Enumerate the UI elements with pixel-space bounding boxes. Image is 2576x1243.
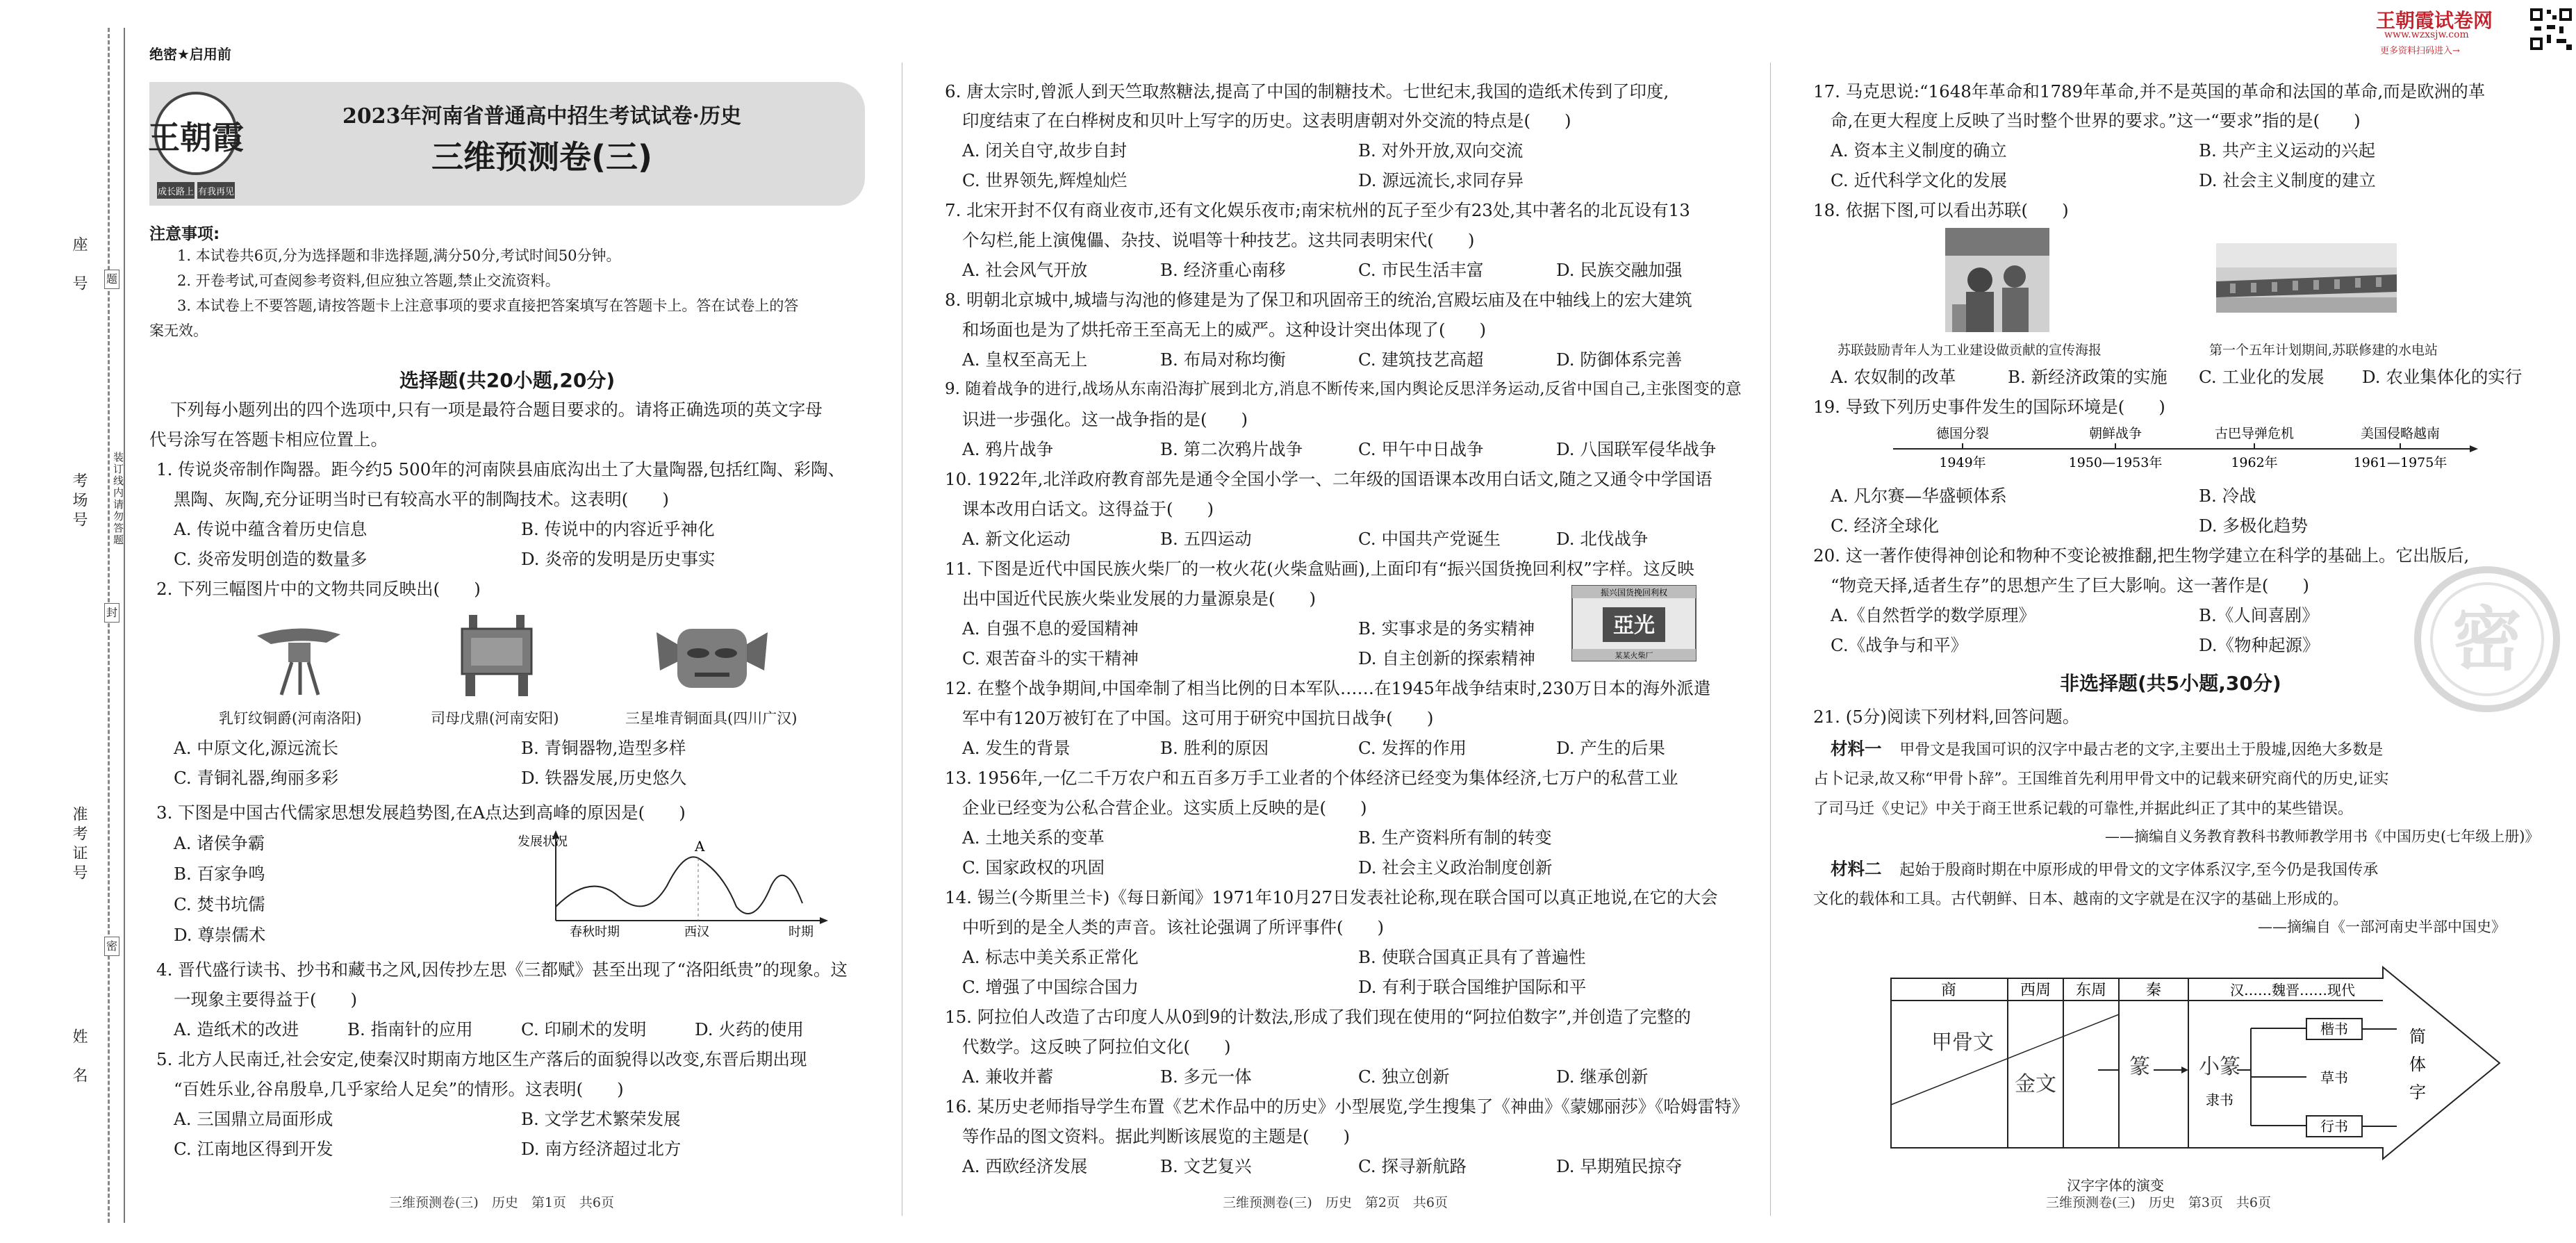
option[interactable]: D. 继承创新 <box>1556 1067 1649 1087</box>
question-12-stem: 军中有120万被钉在了中国。这可用于研究中国抗日战争( ) <box>962 708 1434 728</box>
option[interactable]: B. 布局对称均衡 <box>1160 349 1286 370</box>
section-intro: 下列每小题列出的四个选项中,只有一项是最符合题目要求的。请将正确选项的英文字母 <box>170 400 823 420</box>
option[interactable]: B. 新经济政策的实施 <box>2008 367 2168 387</box>
question-13-stem: 13. 1956年,一亿二千万农户和五百多万手工业者的个体经济已经变为集体经济,七万户的私营工业 <box>945 768 1678 788</box>
option[interactable]: A. 传说中蕴含着历史信息 <box>174 519 368 539</box>
svg-text:行书: 行书 <box>2320 1118 2348 1135</box>
notice-item: 1. 本试卷共6页,分为选择题和非选择题,满分50分,考试时间50分钟。 <box>177 247 621 264</box>
confidential-mark: 绝密★启用前 <box>149 46 231 63</box>
option[interactable]: D.《物种起源》 <box>2199 635 2320 655</box>
page-footer: 三维预测卷(三) 历史 第2页 共6页 <box>1223 1195 1448 1210</box>
site-url[interactable]: www.wzxsjw.com <box>2384 29 2469 40</box>
image-caption: 三星堆青铜面具(四川广汉) <box>625 710 798 727</box>
page-footer: 三维预测卷(三) 历史 第3页 共6页 <box>2046 1195 2272 1210</box>
chart-ylabel: 发展状况 <box>518 834 568 849</box>
site-brand: 王朝霞试卷网 <box>2376 9 2493 32</box>
option[interactable]: B. 青铜器物,造型多样 <box>521 738 686 758</box>
option[interactable]: B. 指南针的应用 <box>347 1019 473 1039</box>
svg-text:商: 商 <box>1940 982 1957 999</box>
option[interactable]: D. 炎帝的发明是历史事实 <box>521 549 716 569</box>
chart-axis-label: 时期 <box>789 925 814 939</box>
material-source: ——摘编自《一部河南史半部中国史》 <box>2258 919 2506 935</box>
option[interactable]: C. 发挥的作用 <box>1358 738 1467 758</box>
question-7-stem: 7. 北宋开封不仅有商业夜市,还有文化娱乐夜市;南宋杭州的瓦子至少有23处,其中著名的北瓦设有13 <box>945 200 1690 220</box>
question-19-stem: 19. 导致下列历史事件发生的国际环境是( ) <box>1813 397 2165 417</box>
secret-stamp <box>2411 563 2563 716</box>
option[interactable]: C. 工业化的发展 <box>2199 367 2325 387</box>
option[interactable]: A. 鸦片战争 <box>962 439 1054 459</box>
events-timeline <box>1886 422 2484 478</box>
material-label: 材料二 <box>1831 859 1882 879</box>
material-source: ——摘编自义务教育教科书教师教学用书《中国历史(七年级上册)》 <box>2105 828 2540 845</box>
question-6-stem: 印度结束了在白桦树皮和贝叶上写字的历史。这表明唐朝对外交流的特点是( ) <box>962 110 1571 131</box>
question-14-stem: 14. 锡兰(今斯里兰卡)《每日新闻》1971年10月27日发表社论称,现在联合国可以真正地说,在它的大会 <box>945 887 1718 907</box>
option[interactable]: C.《战争与和平》 <box>1831 635 1968 655</box>
image-caption: 苏联鼓励青年人为工业建设做贡献的宣传海报 <box>1838 343 2102 358</box>
simuwu-ding-image <box>452 611 542 698</box>
question-9-stem: 识进一步强化。这一战争指的是( ) <box>962 409 1248 429</box>
option[interactable]: B. 使联合国真正具有了普遍性 <box>1358 947 1586 967</box>
question-11-stem: 11. 下图是近代中国民族火柴厂的一枚火花(火柴盒贴画),上面印有“振兴国货挽回利权”字样。这反映 <box>945 559 1694 579</box>
option[interactable]: A. 农奴制的改革 <box>1831 367 1956 387</box>
option[interactable]: A. 社会风气开放 <box>962 260 1088 280</box>
question-17-stem: 17. 马克思说:“1648年革命和1789年革命,并不是英国的革命和法国的革命,而是欧洲的革 <box>1813 81 2486 101</box>
question-8-stem: 和场面也是为了烘托帝王至高无上的威严。这种设计突出体现了( ) <box>962 320 1487 340</box>
notice-item: 3. 本试卷上不要答题,请按答题卡上注意事项的要求直接把答案填写在答题卡上。答在试卷上的答 <box>177 297 799 314</box>
svg-text:秦: 秦 <box>2145 982 2162 999</box>
seal-box: 密 <box>104 937 119 956</box>
question-8-stem: 8. 明朝北京城中,城墙与沟池的修建是为了保卫和巩固帝王的统治,宫殿坛庙及在中轴线上的宏大建筑 <box>945 290 1692 310</box>
material-1-text: 占卜记录,故又称“甲骨卜辞”。王国维首先利用甲骨文中的记载来研究商代的历史,证实 <box>1813 771 2389 788</box>
material-1: 材料一 甲骨文是我国可识的汉字中最古老的文字,主要出土于殷墟,因绝大多数是 <box>1831 739 2384 759</box>
option[interactable]: C. 独立创新 <box>1358 1067 1450 1087</box>
option[interactable]: A. 新文化运动 <box>962 529 1071 549</box>
option[interactable]: A. 诸侯争霸 <box>174 833 265 853</box>
hydropower-station-image <box>2216 243 2397 313</box>
svg-text:德国分裂: 德国分裂 <box>1935 426 1990 441</box>
no-answer-note: 装订线内请勿答题 <box>112 452 124 546</box>
peak-label: A <box>695 838 705 855</box>
option[interactable]: D. 自主创新的探索精神 <box>1358 648 1535 668</box>
page-subtitle: 三维预测卷(三) <box>431 138 653 176</box>
svg-text:有我再见: 有我再见 <box>197 187 235 197</box>
svg-text:亞光: 亞光 <box>1613 614 1655 638</box>
option[interactable]: C. 世界领先,辉煌灿烂 <box>962 170 1128 190</box>
material-1-text: 了司马迁《史记》中关于商王世系记载的可靠性,并据此纠正了其中的某些错误。 <box>1813 800 2353 818</box>
material-2: 材料二 起始于殷商时期在中原形成的甲骨文的文字体系汉字,至今仍是我国传承 <box>1831 859 2379 879</box>
option[interactable]: C. 经济全球化 <box>1831 516 1939 536</box>
svg-text:1962年: 1962年 <box>2231 455 2278 470</box>
option[interactable]: D. 多极化趋势 <box>2199 516 2308 536</box>
svg-text:美国侵略越南: 美国侵略越南 <box>2360 426 2441 441</box>
option[interactable]: C. 近代科学文化的发展 <box>1831 170 2007 190</box>
option[interactable]: A. 凡尔赛—华盛顿体系 <box>1831 486 2007 506</box>
option[interactable]: D. 民族交融加强 <box>1556 260 1683 280</box>
venue-label: 考场号 <box>70 472 88 531</box>
option[interactable]: C. 艰苦奋斗的实干精神 <box>962 648 1139 668</box>
site-note: 更多资料扫码进入→ <box>2380 46 2460 56</box>
image-caption: 第一个五年计划期间,苏联修建的水电站 <box>2209 343 2438 358</box>
svg-text:1961—1975年: 1961—1975年 <box>2353 455 2447 470</box>
question-3-stem: 3. 下图是中国古代儒家思想发展趋势图,在A点达到高峰的原因是( ) <box>156 802 686 823</box>
option[interactable]: A. 皇权至高无上 <box>962 349 1088 370</box>
option[interactable]: C. 焚书坑儒 <box>174 894 265 914</box>
svg-text:楷书: 楷书 <box>2320 1021 2348 1037</box>
option[interactable]: D. 社会主义制度的建立 <box>2199 170 2376 190</box>
question-20-stem: 20. 这一著作使得神创论和物种不变论被推翻,把生物学建立在科学的基础上。它出版后, <box>1813 545 2470 566</box>
option[interactable]: A.《自然哲学的数学原理》 <box>1831 605 2036 625</box>
section-title: 选择题(共20小题,20分) <box>399 369 616 392</box>
option[interactable]: A. 兼收并蓄 <box>962 1067 1054 1087</box>
question-2-stem: 2. 下列三幅图片中的文物共同反映出( ) <box>156 579 481 599</box>
option[interactable]: C. 青铜礼器,绚丽多彩 <box>174 768 339 788</box>
question-1-stem: 1. 传说炎帝制作陶器。距今约5 500年的河南陕县庙底沟出土了大量陶器,包括红陶、彩陶、 <box>156 459 845 479</box>
option[interactable]: A. 发生的背景 <box>962 738 1071 758</box>
page-3 <box>1799 0 2576 1243</box>
option[interactable]: D. 早期殖民掠夺 <box>1556 1156 1683 1176</box>
svg-text:草书: 草书 <box>2320 1069 2348 1086</box>
option[interactable]: C. 增强了中国综合国力 <box>962 977 1139 997</box>
svg-text:某某火柴厂: 某某火柴厂 <box>1615 651 1653 660</box>
brand-logo <box>148 85 244 203</box>
question-4-stem: 4. 晋代盛行读书、抄书和藏书之风,因传抄左思《三都赋》甚至出现了“洛阳纸贵”的现象。这 <box>156 960 848 980</box>
seal-box: 封 <box>104 603 119 623</box>
option[interactable]: C. 探寻新航路 <box>1358 1156 1467 1176</box>
notice-item: 案无效。 <box>149 322 208 339</box>
svg-text:1950—1953年: 1950—1953年 <box>2068 455 2163 470</box>
svg-text:成长路上: 成长路上 <box>157 187 195 197</box>
option[interactable]: A. 土地关系的变革 <box>962 828 1105 848</box>
question-17-stem: 命,在更大程度上反映了当时整个世界的要求。”这一“要求”指的是( ) <box>1831 110 2361 131</box>
image-caption: 司母戊鼎(河南安阳) <box>431 710 559 727</box>
svg-text:振兴国货挽回利权: 振兴国货挽回利权 <box>1600 588 1668 598</box>
option[interactable]: C. 江南地区得到开发 <box>174 1139 333 1159</box>
character-evolution-diagram <box>1890 966 2501 1174</box>
soviet-poster-image <box>1945 228 2049 332</box>
question-16-stem: 等作品的图文资料。据此判断该展览的主题是( ) <box>962 1126 1351 1146</box>
option[interactable]: A. 闭关自守,故步自封 <box>962 140 1128 160</box>
question-14-stem: 中听到的是全人类的声音。该社论强调了所评事件( ) <box>962 917 1385 937</box>
option[interactable]: D. 南方经济超过北方 <box>521 1139 682 1159</box>
svg-text:朝鲜战争: 朝鲜战争 <box>2088 426 2142 441</box>
notice-item: 2. 开卷考试,可查阅参考资料,但应独立答题,禁止交流资料。 <box>177 272 560 289</box>
question-16-stem: 16. 某历史老师指导学生布置《艺术作品中的历史》小型展览,学生搜集了《神曲》《蒙娜丽莎》《哈姆雷特》 <box>945 1096 1749 1117</box>
option[interactable]: B. 多元一体 <box>1160 1067 1252 1087</box>
material-2-text: 文化的载体和工具。古代朝鲜、日本、越南的文字就是在汉字的基础上形成的。 <box>1813 891 2349 908</box>
option[interactable]: C. 甲午中日战争 <box>1358 439 1484 459</box>
option[interactable]: B. 实事求是的务实精神 <box>1358 618 1535 639</box>
section-title: 非选择题(共5小题,30分) <box>2060 672 2281 695</box>
svg-text:体: 体 <box>2409 1055 2426 1074</box>
option[interactable]: B. 传说中的内容近乎神化 <box>521 519 715 539</box>
question-13-stem: 企业已经变为公私合营企业。这实质上反映的是( ) <box>962 798 1367 818</box>
option[interactable]: A. 西欧经济发展 <box>962 1156 1088 1176</box>
page-title: 2023年河南省普通高中招生考试试卷·历史 <box>342 104 741 129</box>
option[interactable]: B. 百家争鸣 <box>174 864 265 884</box>
option[interactable]: D. 铁器发展,历史悠久 <box>521 768 687 788</box>
option[interactable]: C. 建筑技艺高超 <box>1358 349 1484 370</box>
notice-title: 注意事项: <box>149 225 220 243</box>
svg-text:西周: 西周 <box>2020 982 2051 999</box>
option[interactable]: A. 中原文化,源远流长 <box>174 738 339 758</box>
image-caption: 乳钉纹铜爵(河南洛阳) <box>219 710 362 727</box>
question-4-stem: 一现象主要得益于( ) <box>174 989 358 1010</box>
option[interactable]: B.《人间喜剧》 <box>2199 605 2319 625</box>
svg-text:隶书: 隶书 <box>2206 1092 2234 1108</box>
svg-text:汉……魏晋……现代: 汉……魏晋……现代 <box>2230 982 2355 998</box>
option[interactable]: B. 冷战 <box>2199 486 2256 506</box>
match-label-image <box>1571 585 1696 661</box>
option[interactable]: B. 共产主义运动的兴起 <box>2199 140 2376 160</box>
option[interactable]: D. 社会主义政治制度创新 <box>1358 857 1553 878</box>
question-15-stem: 代数学。这反映了阿拉伯文化( ) <box>962 1037 1231 1057</box>
section-intro: 代号涂写在答题卡相应位置上。 <box>149 429 388 450</box>
option[interactable]: C. 印刷术的发明 <box>521 1019 647 1039</box>
option[interactable]: D. 产生的后果 <box>1556 738 1665 758</box>
brand-name: 王朝霞 <box>148 119 244 156</box>
option[interactable]: D. 有利于联合国维护国际和平 <box>1358 977 1587 997</box>
option[interactable]: C. 国家政权的巩固 <box>962 857 1105 878</box>
question-10-stem: 课本改用白话文。这得益于( ) <box>962 499 1214 519</box>
option[interactable]: B. 文艺复兴 <box>1160 1156 1252 1176</box>
page-1 <box>0 0 896 1243</box>
option[interactable]: C. 炎帝发明创造的数量多 <box>174 549 368 569</box>
page-2 <box>931 0 1765 1243</box>
option[interactable]: D. 尊崇儒术 <box>174 925 266 945</box>
chart-xlabel: 西汉 <box>684 925 709 939</box>
option[interactable]: B. 五四运动 <box>1160 529 1252 549</box>
question-9-stem: 9. 随着战争的进行,战场从东南沿海扩展到北方,消息不断传来,国内舆论反思洋务运动,反省中国自己,主张图变的意 <box>945 380 1742 398</box>
question-6-stem: 6. 唐太宗时,曾派人到天竺取熬糖法,提高了中国的制糖技术。七世纪末,我国的造纸术传到了印度, <box>945 81 1669 101</box>
option[interactable]: B. 文学艺术繁荣发展 <box>521 1109 681 1129</box>
option[interactable]: D. 八国联军侵华战争 <box>1556 439 1717 459</box>
svg-text:金文: 金文 <box>2015 1072 2056 1096</box>
svg-text:甲骨文: 甲骨文 <box>1931 1030 1994 1055</box>
diagram-caption: 汉字字体的演变 <box>2067 1177 2164 1194</box>
svg-text:简: 简 <box>2409 1027 2426 1046</box>
option[interactable]: C. 中国共产党诞生 <box>1358 529 1501 549</box>
question-20-stem: “物竞天择,适者生存”的思想产生了巨大影响。这一著作是( ) <box>1831 575 2309 595</box>
option[interactable]: D. 火药的使用 <box>695 1019 804 1039</box>
qr-code-icon[interactable] <box>2529 7 2573 51</box>
option[interactable]: A. 三国鼎立局面形成 <box>174 1109 333 1129</box>
material-label: 材料一 <box>1831 739 1882 759</box>
question-21-stem: 21. (5分)阅读下列材料,回答问题。 <box>1813 707 2080 727</box>
page-footer: 三维预测卷(三) 历史 第1页 共6页 <box>389 1195 615 1210</box>
option[interactable]: B. 生产资料所有制的转变 <box>1358 828 1552 848</box>
seal-box: 题 <box>104 270 119 289</box>
svg-text:篆: 篆 <box>2129 1055 2150 1079</box>
option[interactable]: B. 胜利的原因 <box>1160 738 1269 758</box>
option[interactable]: D. 农业集体化的实行 <box>2362 367 2523 387</box>
option[interactable]: A. 自强不息的爱国精神 <box>962 618 1139 639</box>
confucianism-trend-chart <box>514 830 841 941</box>
option[interactable]: D. 源远流长,求同存异 <box>1358 170 1524 190</box>
question-1-stem: 黑陶、灰陶,充分证明当时已有较高水平的制陶技术。这表明( ) <box>174 489 669 509</box>
question-5-stem: 5. 北方人民南迁,社会安定,使秦汉时期南方地区生产落后的面貌得以改变,东晋后期出现 <box>156 1049 807 1069</box>
seat-label: 座 号 <box>70 236 88 295</box>
option[interactable]: A. 资本主义制度的确立 <box>1831 140 2007 160</box>
question-5-stem: “百姓乐业,谷帛殷阜,几乎家给人足矣”的情形。这表明( ) <box>174 1079 624 1099</box>
option[interactable]: D. 防御体系完善 <box>1556 349 1683 370</box>
bronze-jue-image <box>250 615 347 698</box>
svg-text:字: 字 <box>2409 1083 2426 1102</box>
option[interactable]: C. 市民生活丰富 <box>1358 260 1484 280</box>
option[interactable]: B. 第二次鸦片战争 <box>1160 439 1303 459</box>
option[interactable]: A. 标志中美关系正常化 <box>962 947 1139 967</box>
question-18-stem: 18. 依据下图,可以看出苏联( ) <box>1813 200 2069 220</box>
question-15-stem: 15. 阿拉伯人改造了古印度人从0到9的计数法,形成了我们现在使用的“阿拉伯数字”,并创造了完整的 <box>945 1007 1692 1027</box>
svg-text:密: 密 <box>2452 598 2522 680</box>
option[interactable]: D. 北伐战争 <box>1556 529 1649 549</box>
svg-text:古巴导弹危机: 古巴导弹危机 <box>2214 426 2295 441</box>
question-10-stem: 10. 1922年,北洋政府教育部先是通令全国小学一、二年级的国语课本改用白话文,随之又通令中学国语 <box>945 469 1712 489</box>
sanxingdui-mask-image <box>653 618 771 695</box>
svg-text:东周: 东周 <box>2075 982 2107 999</box>
option[interactable]: A. 造纸术的改进 <box>174 1019 299 1039</box>
name-label: 姓 名 <box>70 1028 88 1087</box>
id-label: 准考证号 <box>70 806 88 884</box>
svg-text:1949年: 1949年 <box>1939 455 1986 470</box>
question-7-stem: 个勾栏,能上演傀儡、杂技、说唱等十种技艺。这共同表明宋代( ) <box>962 230 1475 250</box>
column-divider <box>1770 63 1771 1216</box>
svg-text:小篆: 小篆 <box>2199 1055 2240 1079</box>
question-12-stem: 12. 在整个战争期间,中国牵制了相当比例的日本军队……在1945年战争结束时,230万日本的海外派遣 <box>945 678 1711 698</box>
option[interactable]: B. 对外开放,双向交流 <box>1358 140 1524 160</box>
chart-xlabel: 春秋时期 <box>570 925 620 939</box>
question-11-stem: 出中国近代民族火柴业发展的力量源泉是( ) <box>962 588 1316 609</box>
option[interactable]: B. 经济重心南移 <box>1160 260 1286 280</box>
